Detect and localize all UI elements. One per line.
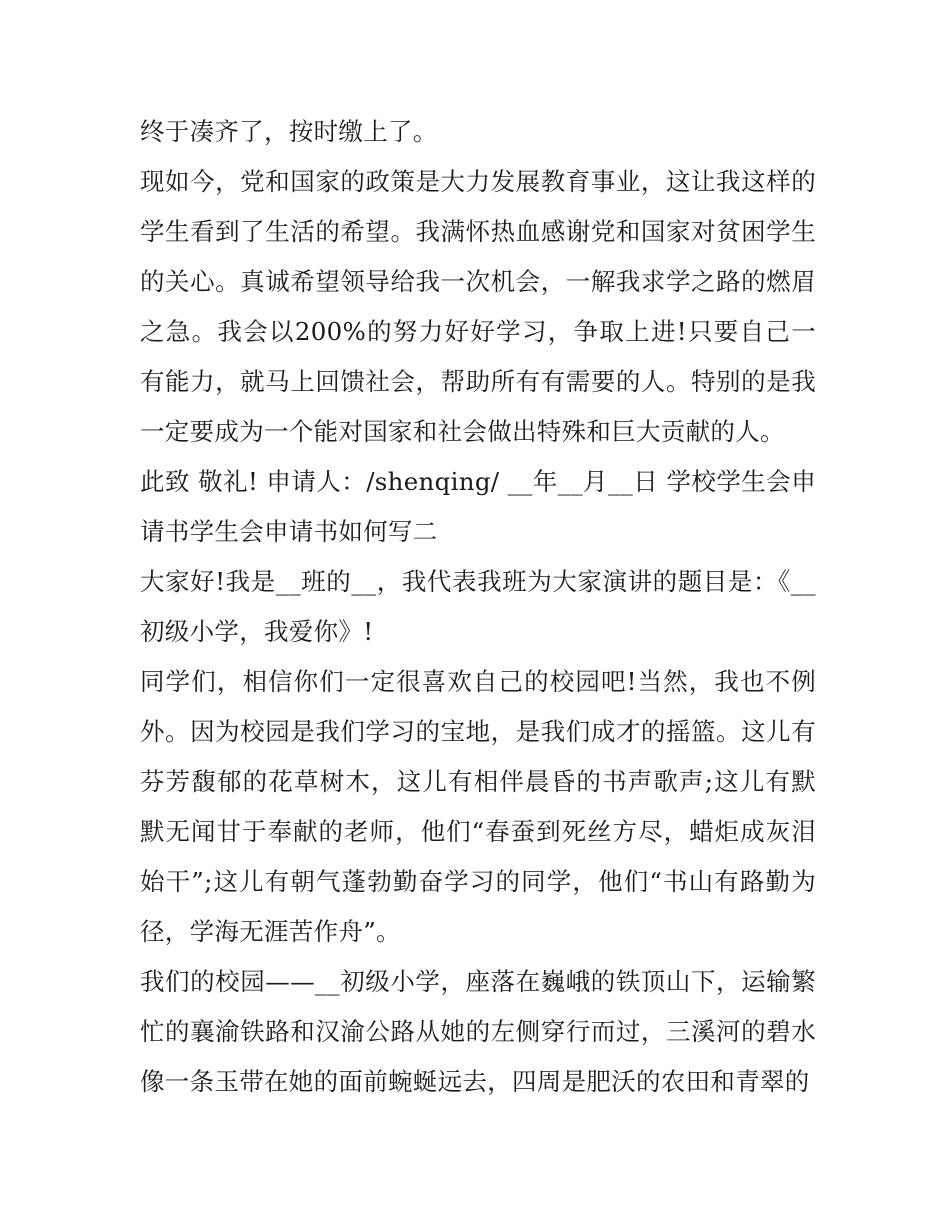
paragraph-6: 我们的校园——__初级小学，座落在巍峨的铁顶山下，运输繁忙的襄渝铁路和汉渝公路从她的左侧穿行而过，三溪河的碧水像一条玉带在她的面前蜿蜒远去，四周是肥沃的农田和青翠的	[140, 967, 816, 1096]
paragraph-5: 同学们，相信你们一定很喜欢自己的校园吧!当然，我也不例外。因为校园是我们学习的宝地，是我们成才的摇篮。这儿有芬芳馥郁的花草树木，这儿有相伴晨昏的书声歌声;这儿有默默无闻甘于奉献的老师，他们“春蚕到死丝方尽，蜡炬成灰泪始干”;这儿有朝气蓬勃勤奋学习的同学，他们“书山有路勤为径，学海无涯苦作舟”。	[140, 667, 816, 946]
paragraph-2: 现如今，党和国家的政策是大力发展教育事业，这让我这样的学生看到了生活的希望。我满怀热血感谢党和国家对贫困学生的关心。真诚希望领导给我一次机会，一解我求学之路的燃眉之急。我会以200%的努力好好学习，争取上进!只要自己一有能力，就马上回馈社会，帮助所有有需要的人。特别的是我一定要成为一个能对国家和社会做出特殊和巨大贡献的人。	[140, 167, 816, 446]
paragraph-3: 此致 敬礼! 申请人：/shenqing/ __年__月__日 学校学生会申请书学生会申请书如何写二	[140, 467, 816, 546]
paragraph-1: 终于凑齐了，按时缴上了。	[140, 117, 438, 146]
paragraph-4: 大家好!我是__班的__，我代表我班为大家演讲的题目是：《__初级小学，我爱你》!	[140, 567, 816, 646]
document-body	[140, 107, 816, 1107]
